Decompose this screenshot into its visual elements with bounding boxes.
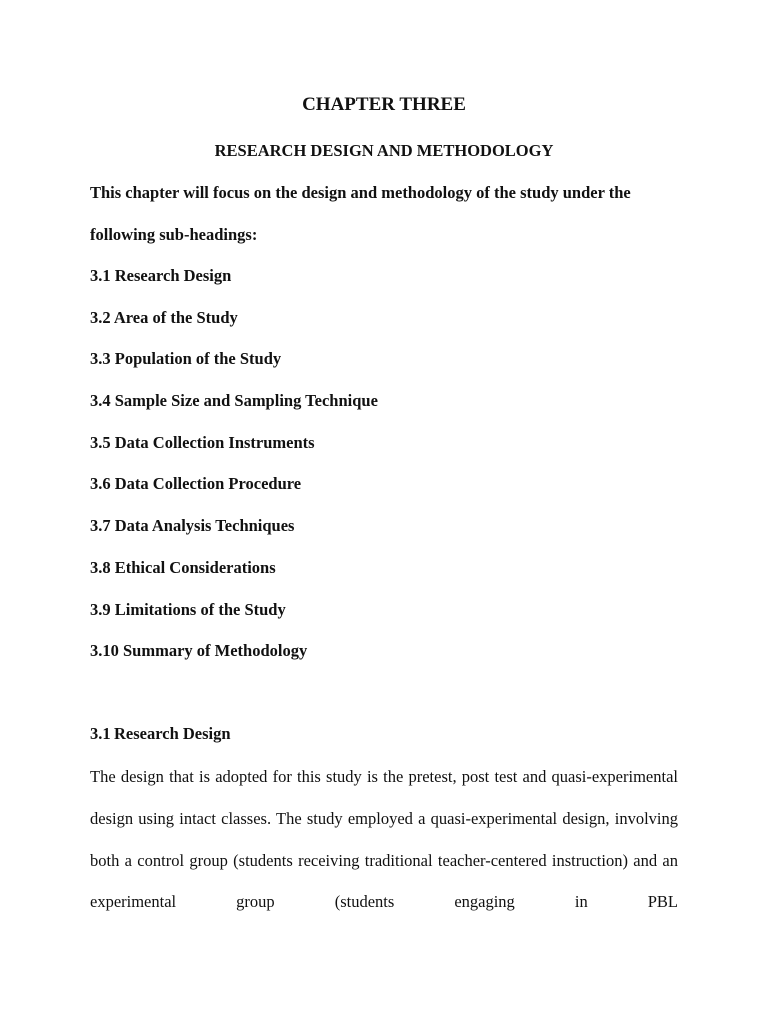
chapter-title: CHAPTER THREE — [302, 94, 466, 115]
subheading-item: 3.5 Data Collection Instruments — [90, 432, 315, 452]
subheading-item: 3.3 Population of the Study — [90, 349, 282, 369]
subheading-item: 3.8 Ethical Considerations — [90, 557, 276, 577]
chapter-subtitle: RESEARCH DESIGN AND METHODOLOGY — [214, 141, 554, 160]
subheading-list — [90, 255, 680, 672]
subheading-item: 3.6 Data Collection Procedure — [90, 474, 302, 494]
section-number: 3.1 — [90, 724, 111, 743]
section-heading — [90, 713, 231, 755]
subheading-item: 3.9 Limitations of the Study — [90, 599, 286, 619]
subheading-item: 3.4 Sample Size and Sampling Technique — [90, 391, 378, 411]
subheading-item: 3.7 Data Analysis Techniques — [90, 516, 295, 536]
subheading-item: 3.10 Summary of Methodology — [90, 641, 308, 661]
subheading-item: 3.1 Research Design — [90, 266, 232, 285]
subheading-item: 3.2 Area of the Study — [90, 307, 238, 327]
section-paragraph: The design that is adopted for this study is the pretest, post test and quasi-experimental design using intact classes. The study employed a quasi-experimental design, involving both a control group (students receiving traditional teacher-centered instruction) and an experimental group (students engaging in PBL — [90, 767, 678, 912]
section-title: Research Design — [114, 724, 231, 743]
intro-paragraph: This chapter will focus on the design and methodology of the study under the following sub-headings: — [90, 183, 631, 244]
